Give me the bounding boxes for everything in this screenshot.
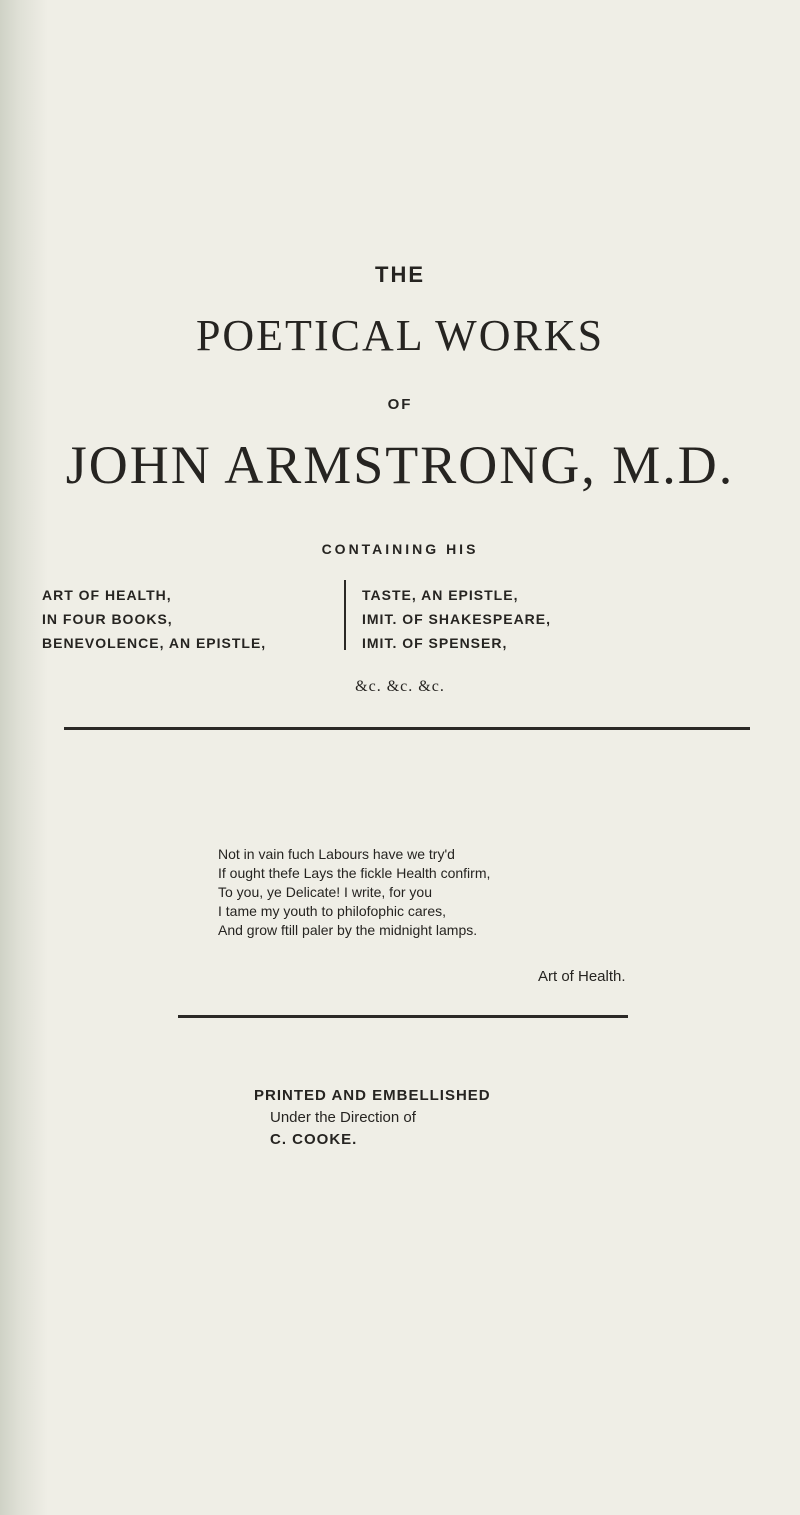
author-name: JOHN ARMSTRONG, M.D. [65, 435, 735, 495]
horizontal-rule [64, 727, 750, 730]
imprint-line: PRINTED AND EMBELLISHED [254, 1087, 491, 1104]
epigraph-line: Not in vain fuch Labours have we try'd [218, 846, 455, 862]
column-divider [344, 580, 346, 650]
contents-left-column [42, 583, 266, 655]
containing-heading: CONTAINING HIS [321, 541, 479, 557]
printer-name: C. COOKE. [270, 1131, 358, 1148]
epigraph-line: And grow ftill paler by the midnight lamps. [218, 922, 478, 938]
contents-right-column [362, 583, 551, 655]
horizontal-rule [178, 1015, 628, 1018]
contents-item: TASTE, AN EPISTLE, [362, 587, 519, 603]
title-article: THE [375, 262, 425, 287]
epigraph-line: To you, ye Delicate! I write, for you [218, 884, 432, 900]
etcetera-line: &c. &c. &c. [355, 678, 445, 695]
imprint [254, 1085, 491, 1151]
epigraph-source: Art of Health. [538, 968, 626, 985]
contents-item: BENEVOLENCE, AN EPISTLE, [42, 635, 267, 651]
imprint-line: Under the Direction of [270, 1109, 416, 1126]
contents-item: IMIT. OF SHAKESPEARE, [362, 611, 552, 627]
title-of: OF [387, 396, 413, 413]
book-title: POETICAL WORKS [195, 311, 605, 360]
epigraph-line: If ought thefe Lays the fickle Health confirm, [218, 865, 491, 881]
contents-item: ART OF HEALTH, [42, 587, 172, 603]
contents-item: IN FOUR BOOKS, [42, 611, 173, 627]
epigraph-line: I tame my youth to philofophic cares, [218, 903, 446, 919]
page-gutter-shadow [0, 0, 48, 1515]
epigraph [218, 845, 490, 940]
contents-item: IMIT. OF SPENSER, [362, 635, 508, 651]
